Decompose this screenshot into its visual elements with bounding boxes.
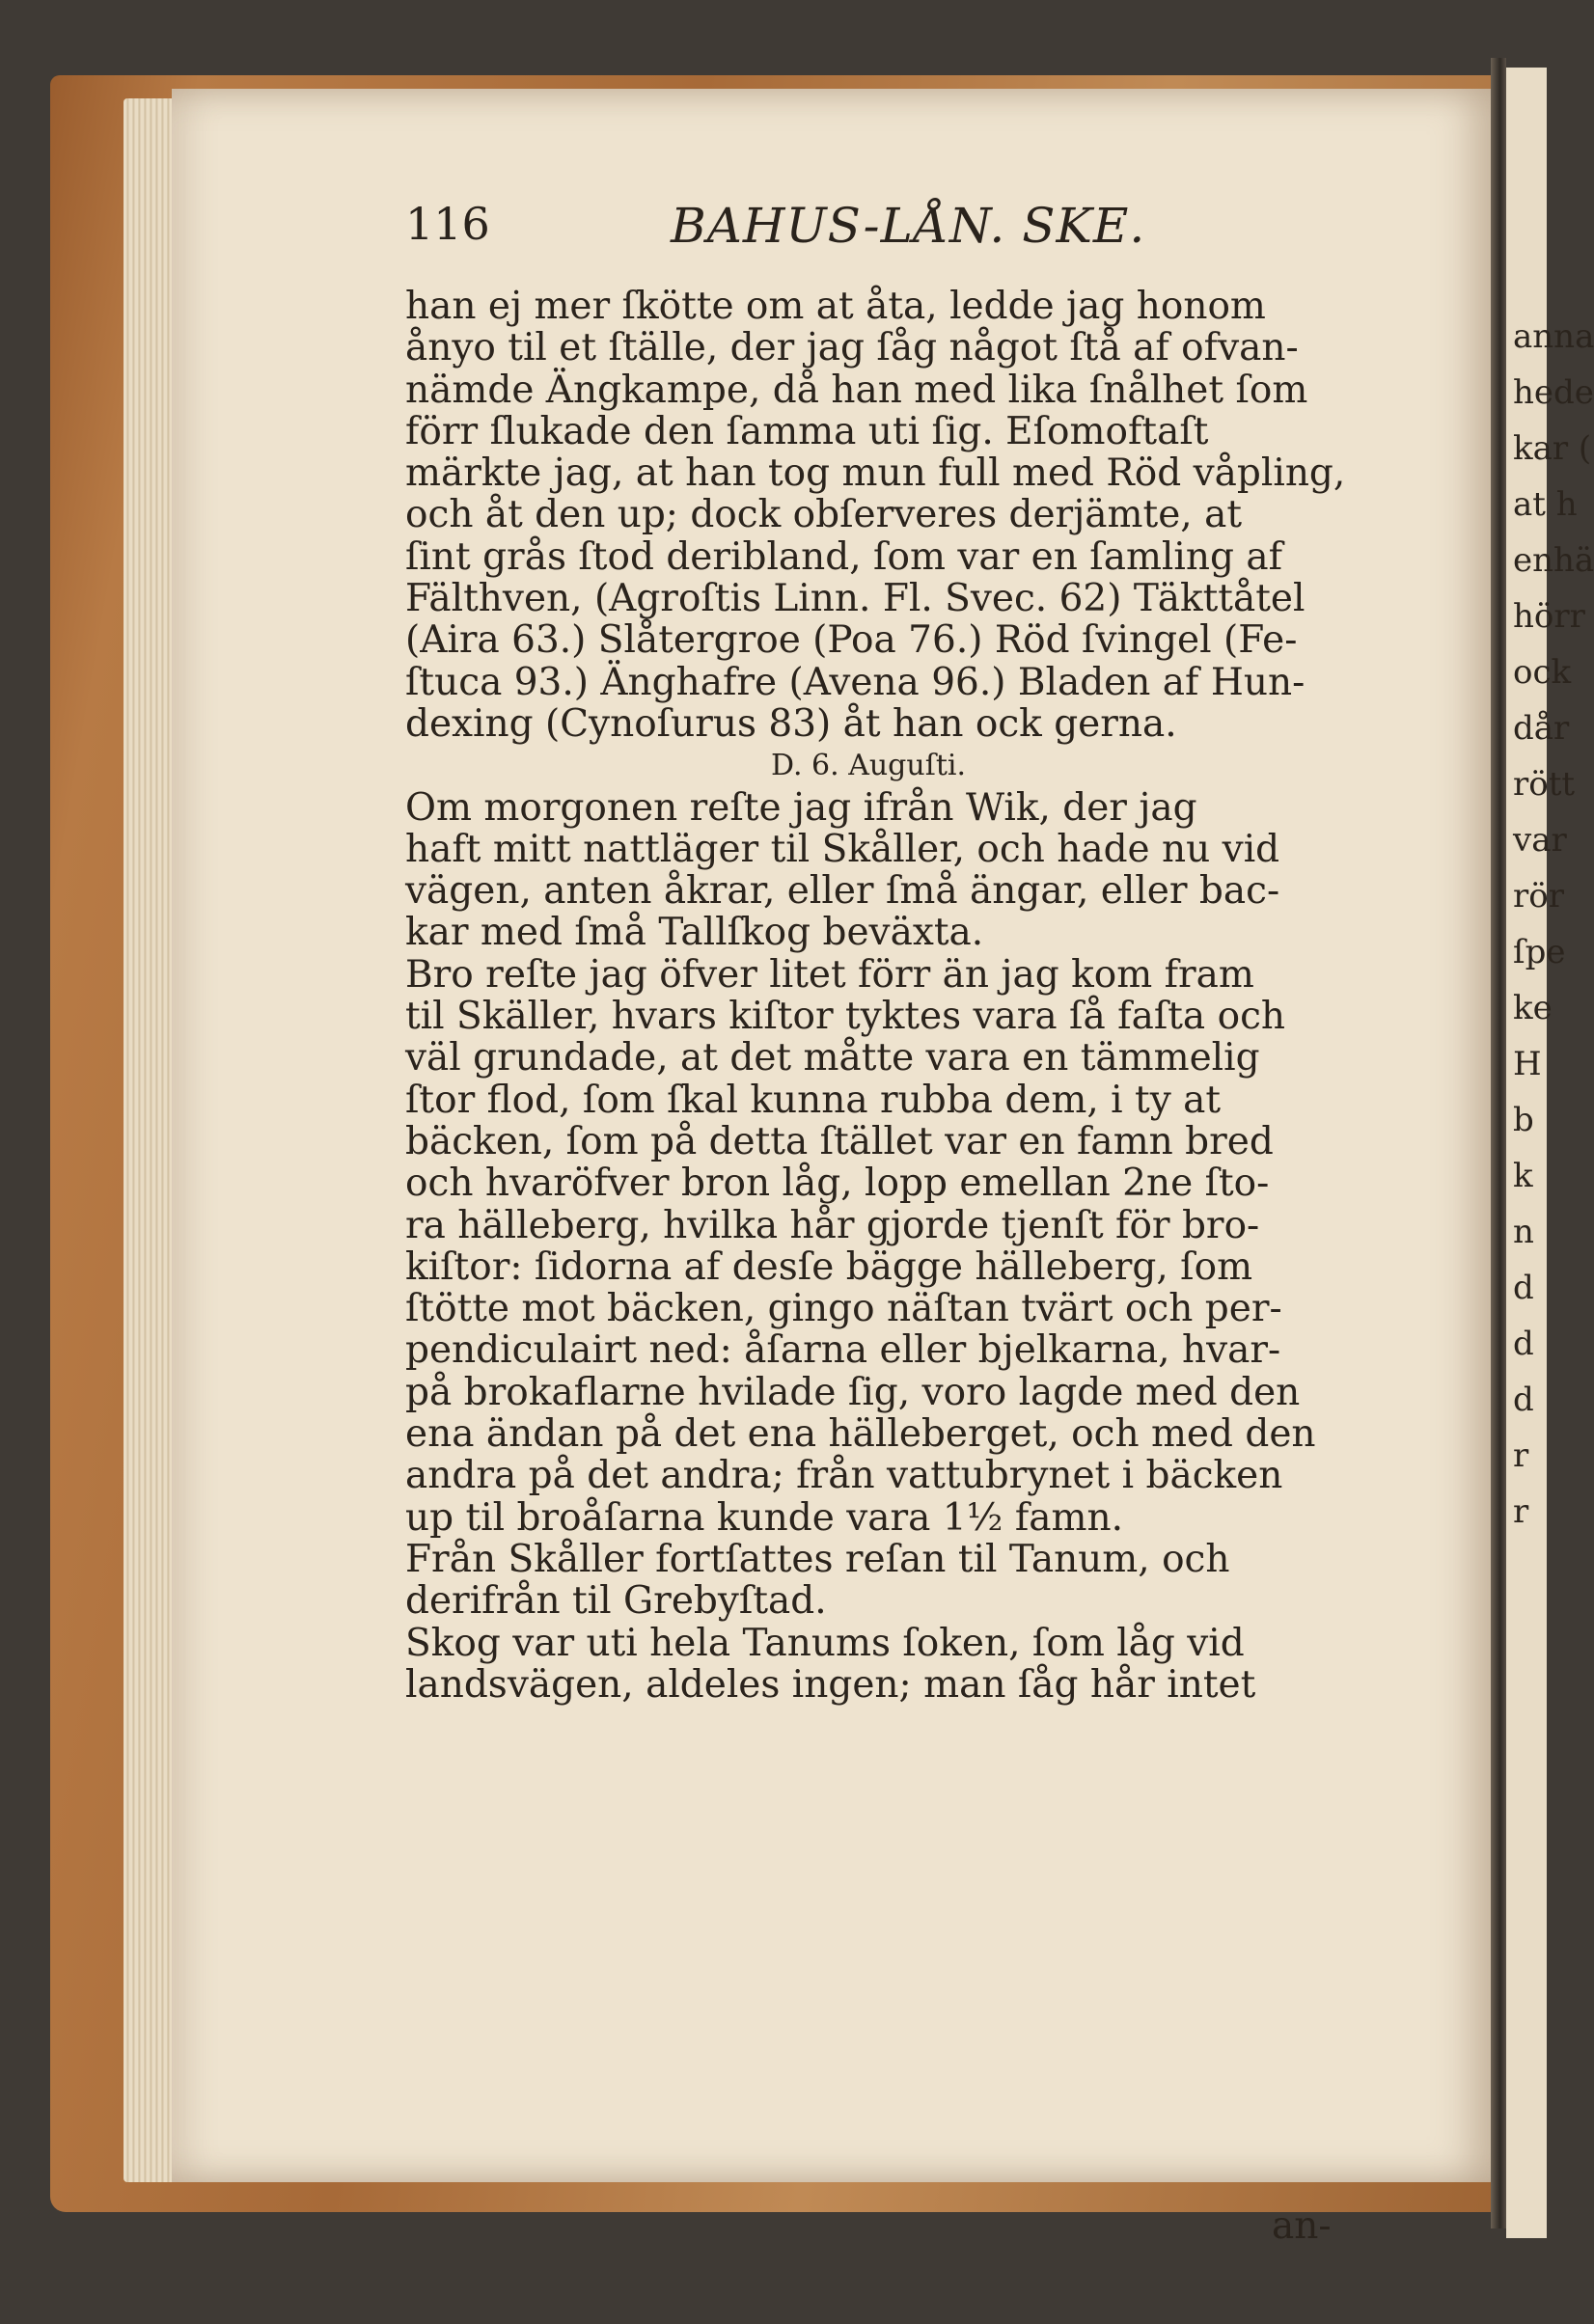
text-line: kar med ſmå Tallſkog beväxta.: [405, 911, 984, 955]
text-line: til Skäller, hvars kiſtor tyktes vara ſå faſta och: [405, 995, 1286, 1039]
book-gutter: [1491, 58, 1506, 2228]
text-line: Skog var uti hela Tanums ſoken, ſom låg vid: [405, 1621, 1245, 1665]
text-line: förr ſlukade den ſamma uti ſig. Eſomoftaſt: [405, 409, 1209, 453]
text-line: Om morgonen reſte jag ifrån Wik, der jag: [405, 785, 1197, 830]
text-line: ena ändan på det ena hälleberget, och med den: [405, 1412, 1316, 1457]
text-line: nämde Ängkampe, då han med lika ſnålhet ſom: [405, 368, 1308, 412]
text-line: ſint grås ſtod deribland, ſom var en ſamling af: [405, 534, 1283, 579]
text-line: han ej mer ſkötte om at åta, ledde jag honom: [405, 285, 1266, 328]
text-line: (Aira 63.) Slåtergroe (Poa 76.) Röd ſvingel (Fe-: [405, 618, 1298, 663]
text-line: ſtötte mot bäcken, gingo näſtan tvärt och per-: [405, 1287, 1282, 1331]
text-line: Från Skåller fortſattes reſan til Tanum, och: [405, 1537, 1230, 1581]
text-line: derifrån til Grebyſtad.: [405, 1579, 827, 1624]
date-heading: D. 6. Auguſti.: [770, 749, 967, 783]
facing-page-fragments: anna hede kar ( at h enhä hörr ock dår rött var rör ſpe ke H b k n d d d r r: [1513, 317, 1594, 1531]
text-line: pendiculairt ned: åſarna eller bjelkarna, hvar-: [405, 1328, 1281, 1373]
text-line: väl grundade, at det måtte vara en tämmelig: [405, 1036, 1260, 1080]
text-line: kiſtor: ſidorna af desſe bägge hälleberg, ſom: [405, 1244, 1253, 1289]
text-line: Bro reſte jag öfver litet förr än jag kom fram: [405, 952, 1254, 997]
text-line: ſtuca 93.) Änghafre (Avena 96.) Bladen af Hun-: [405, 660, 1305, 704]
text-line: och hvaröfver bron låg, lopp emellan 2ne ſto-: [405, 1162, 1270, 1206]
text-line: ſtor flod, ſom ſkal kunna rubba dem, i ty at: [405, 1078, 1222, 1122]
text-line: märkte jag, at han tog mun full med Röd våpling,: [405, 451, 1346, 496]
text-line: landsvägen, aldeles ingen; man ſåg hår intet: [405, 1662, 1256, 1707]
text-line: Fälthven, (Agroſtis Linn. Fl. Svec. 62) Täkttåtel: [405, 577, 1305, 621]
catchword: an-: [1272, 2204, 1332, 2248]
page-number: 116: [405, 198, 490, 250]
text-line: andra på det andra; från vattubrynet i bäcken: [405, 1454, 1283, 1498]
text-line: up til broåſarna kunde vara 1½ famn.: [405, 1495, 1124, 1540]
text-line: och åt den up; dock obſerveres derjämte, at: [405, 493, 1242, 537]
text-line: dexing (Cynoſurus 83) åt han ock gerna.: [405, 701, 1177, 746]
text-line: ra hälleberg, hvilka hår gjorde tjenſt för bro-: [405, 1203, 1260, 1247]
running-head: BAHUS-LÅN. SKE.: [671, 198, 1146, 254]
text-line: ånyo til et ſtälle, der jag ſåg något ſtå af ofvan-: [405, 326, 1299, 370]
text-line: på brokaflarne hvilade ſig, voro lagde med den: [405, 1370, 1301, 1414]
text-line: bäcken, ſom på detta ſtället var en famn bred: [405, 1119, 1274, 1163]
body-text: [405, 286, 1370, 1706]
text-line: haft mitt nattläger til Skåller, och hade nu vid: [405, 827, 1280, 871]
page-header: [405, 198, 1158, 265]
text-line: vägen, anten åkrar, eller ſmå ängar, eller bac-: [405, 869, 1280, 914]
